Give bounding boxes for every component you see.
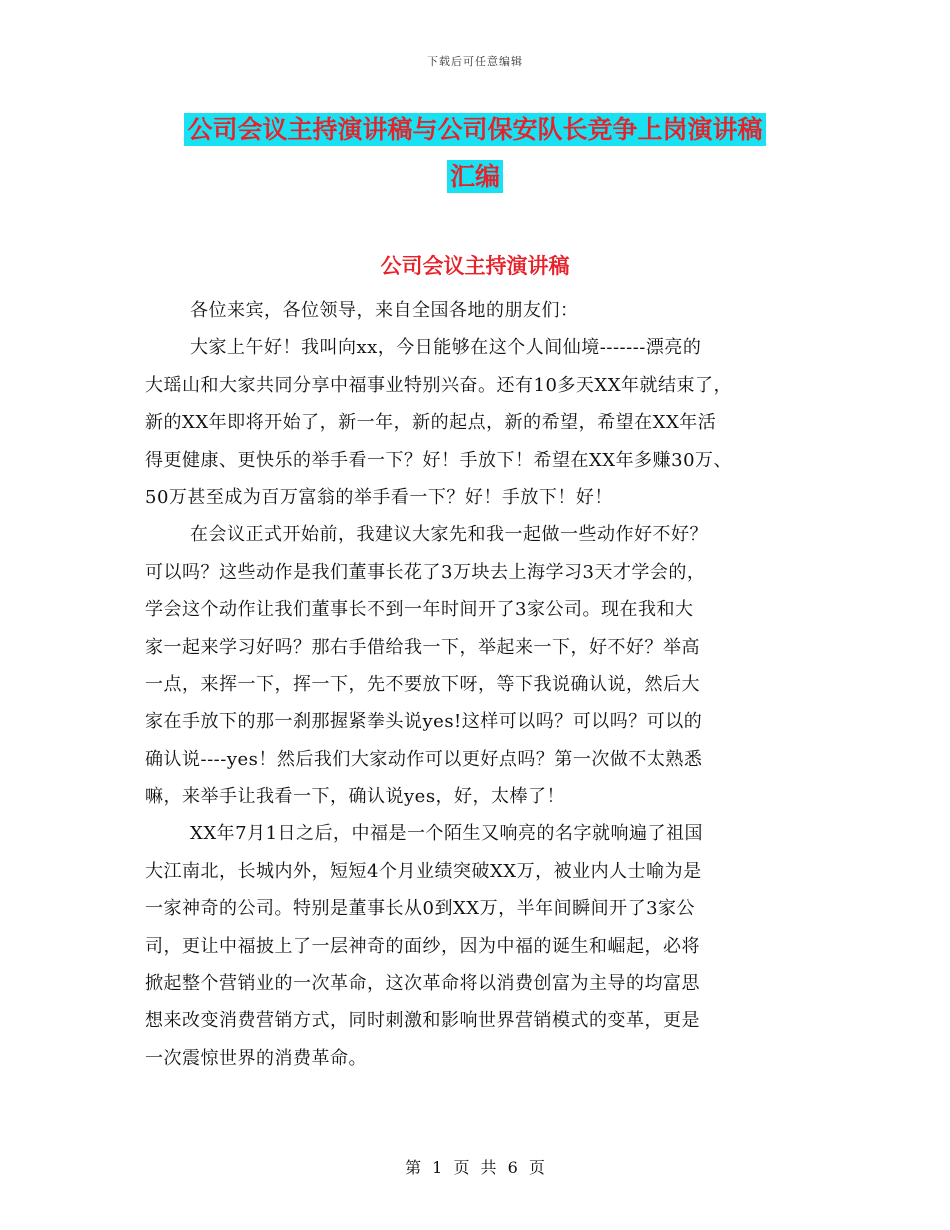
page-number-footer: 第 1 页 共 6 页 — [405, 1158, 545, 1177]
paragraph-line: 一家神奇的公司。特别是董事长从0到XX万，半年间瞬间开了3家公 — [145, 898, 696, 920]
paragraph-line: 确认说----yes！然后我们大家动作可以更好点吗？第一次做不太熟悉 — [145, 748, 703, 770]
body-text — [145, 292, 825, 1077]
paragraph-line: 新的XX年即将开始了，新一年，新的起点，新的希望，希望在XX年活 — [145, 412, 717, 434]
section-title: 公司会议主持演讲稿 — [380, 254, 570, 278]
paragraph-line: 大瑶山和大家共同分享中福事业特别兴奋。还有10多天XX年就结束了， — [145, 374, 733, 396]
paragraph-line: 在会议正式开始前，我建议大家先和我一起做一些动作好不好？ — [190, 524, 708, 546]
paragraph-line: 可以吗？这些动作是我们董事长花了3万块去上海学习3天才学会的， — [145, 561, 706, 583]
paragraph-line: 家一起来学习好吗？那右手借给我一下，举起来一下，好不好？举高 — [145, 636, 700, 658]
page-header-note: 下载后可任意编辑 — [427, 55, 523, 68]
paragraph-line: 想来改变消费营销方式，同时刺激和影响世界营销模式的变革，更是 — [145, 1010, 700, 1032]
paragraph-line: 掀起整个营销业的一次革命，这次革命将以消费创富为主导的均富思 — [145, 973, 700, 995]
paragraph-line: 嘛，来举手让我看一下，确认说yes，好，太棒了！ — [145, 786, 566, 808]
document-title — [0, 108, 950, 199]
paragraph-line: 一次震惊世界的消费革命。 — [145, 1047, 367, 1069]
paragraph-line: 司，更让中福披上了一层神奇的面纱，因为中福的诞生和崛起，必将 — [145, 935, 700, 957]
paragraph-line: 家在手放下的那一刹那握紧拳头说yes!这样可以吗？可以吗？可以的 — [145, 711, 703, 733]
paragraph-line: 各位来宾，各位领导，来自全国各地的朋友们： — [190, 300, 579, 321]
title-line-1: 公司会议主持演讲稿与公司保安队长竞争上岗演讲稿 — [184, 113, 765, 146]
paragraph-line: XX年7月1日之后，中福是一个陌生又响亮的名字就响遍了祖国 — [190, 823, 704, 845]
paragraph-line: 学会这个动作让我们董事长不到一年时间开了3家公司。现在我和大 — [145, 599, 694, 621]
title-line-2: 汇编 — [447, 160, 503, 193]
paragraph-line: 一点，来挥一下，挥一下，先不要放下呀，等下我说确认说，然后大 — [145, 673, 700, 695]
paragraph-line: 大江南北，长城内外，短短4个月业绩突破XX万，被业内人士喻为是 — [145, 860, 702, 882]
paragraph-line: 得更健康、更快乐的举手看一下？好！手放下！希望在XX年多赚30万、 — [145, 449, 733, 471]
paragraph-line: 大家上午好！我叫向xx，今日能够在这个人间仙境-------漂亮的 — [190, 337, 702, 359]
paragraph-line: 50万甚至成为百万富翁的举手看一下？好！手放下！好！ — [145, 486, 613, 508]
